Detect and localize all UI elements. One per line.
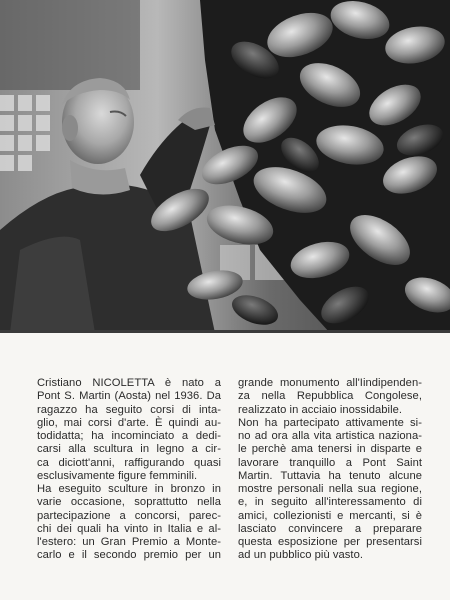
text-line: lasciato convincere a preparare [238, 522, 422, 535]
text-line: Cristiano NICOLETTA è nato a [37, 377, 221, 389]
text-line: e, in seguito all'interessamento di [238, 496, 422, 509]
text-line: todidatta; ha incominciato a dedi- [37, 430, 221, 442]
text-line: varie occasione, soprattutto nella [37, 496, 221, 509]
text-line: chi dei quali ha vinto in Italia e al- [37, 522, 221, 535]
text-line: grande monumento all'Iindipenden- [238, 377, 422, 389]
text-line: mostre personali nella sua regione, [238, 483, 422, 495]
text-line: l'estero: un Gran Premio a Monte- [37, 536, 221, 548]
text-line: le perchè ama tenersi in disparte e [238, 443, 422, 456]
text-line: glio, mai corsi d'arte. È quindi au- [37, 416, 221, 429]
text-line: esclusivamente figure femminili. [37, 469, 198, 482]
text-line: carlo e il secondo premio per un [37, 549, 221, 562]
text-line: za nella Repubblica Congolese, [238, 390, 422, 403]
text-line: questa esposizione per presentarsi [238, 536, 422, 548]
article-text [0, 333, 450, 600]
text-line: Pont S. Martin (Aosta) nel 1936. Da [37, 390, 221, 403]
text-line: carsi alla scultura in legno a cir- [37, 443, 221, 456]
text-line: Martin. Tuttavia ha tenuto alcune [238, 469, 422, 482]
text-line: Ha eseguito sculture in bronzo in [37, 483, 221, 495]
text-line: lavorare tranquillo a Pont Saint [238, 456, 422, 469]
text-line: Non ha partecipato attivamente si- [238, 416, 422, 429]
text-line: no ad ora alla vita artistica naziona- [238, 430, 422, 442]
text-line: amici, collezionisti e mercanti, si è [238, 509, 422, 522]
text-line: ca diciott'anni, raffigurando quasi [37, 456, 221, 469]
text-line: realizzato in acciaio inossidabile. [238, 403, 403, 416]
text-line: ad un pubblico più vasto. [238, 549, 364, 562]
text-line: partecipazione a concorsi, parec- [37, 509, 221, 522]
text-line: ragazzo ha seguito corsi di inta- [37, 403, 221, 416]
text-column-right [238, 377, 422, 563]
text-column-left [37, 377, 221, 563]
